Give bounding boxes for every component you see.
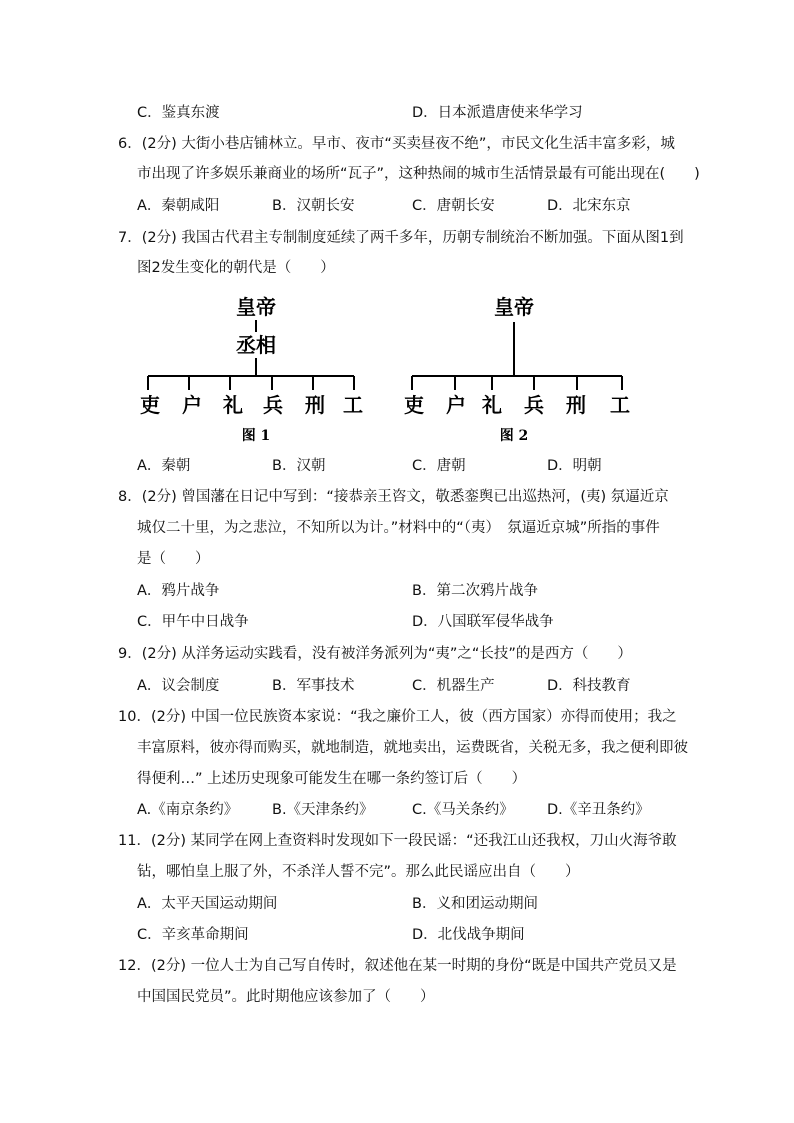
q8-option-a: A．鸦片战争: [137, 583, 220, 599]
q8-option-b: B．第二次鸦片战争: [412, 583, 538, 599]
q11-option-d: D．北伐战争期间: [412, 927, 525, 943]
diagram2-dept-li2: 礼: [482, 393, 502, 417]
q12-line-1: 12．(2分) 一位人士为自己写自传时，叙述他在某一时期的身份“既是中国共产党员又是: [118, 958, 677, 974]
q10-option-a: A.《南京条约》: [137, 802, 239, 818]
q10-line-1: 10．(2分) 中国一位民族资本家说：“我之廉价工人，彼（西方国家）亦得而使用；我之: [118, 709, 677, 725]
q6-line-2: 市出现了许多娱乐兼商业的场所“瓦子”，这种热闹的城市生活情景最有可能出现在( ): [137, 166, 700, 182]
diagram1-dept-bing: 兵: [263, 393, 283, 417]
diagram-1: [138, 288, 368, 448]
q7-option-b: B．汉朝: [272, 458, 326, 474]
q7-option-c: C．唐朝: [412, 458, 466, 474]
q5-option-d: D．日本派遣唐使来华学习: [412, 105, 583, 121]
diagram1-label: 图 1: [241, 428, 271, 444]
q10-line-3: 得便利…” 上述历史现象可能发生在哪一条约签订后（ ）: [137, 771, 527, 787]
diagram2-dept-hu: 户: [446, 393, 466, 417]
diagram2-label: 图 2: [499, 428, 529, 444]
diagram2-dept-xing: 刑: [566, 393, 586, 417]
q6-option-d: D．北宋东京: [547, 198, 631, 214]
q7-line-1: 7．(2分) 我国古代君主专制制度延续了两千多年，历朝专制统治不断加强。下面从图1到: [118, 230, 684, 246]
q10-option-b: B.《天津条约》: [272, 802, 374, 818]
q8-option-d: D．八国联军侵华战争: [412, 614, 554, 630]
q8-line-2: 城仅二十里，为之悲泣，不知所以为计。”材料中的“（夷） 氛逼近京城”所指的事件: [137, 520, 660, 536]
diagram1-dept-li2: 礼: [223, 393, 243, 417]
q7-option-d: D．明朝: [547, 458, 602, 474]
q6-line-1: 6．(2分) 大街小巷店铺林立。早市、夜市“买卖昼夜不绝”，市民文化生活丰富多彩，城: [118, 136, 675, 152]
q11-option-b: B．义和团运动期间: [412, 896, 538, 912]
q6-option-a: A．秦朝咸阳: [137, 198, 220, 214]
q10-line-2: 丰富原料，彼亦得而购买，就地制造，就地卖出，运费既省，关税无多，我之便利即彼: [137, 740, 688, 756]
q9-option-a: A．议会制度: [137, 678, 220, 694]
q9-option-b: B．军事技术: [272, 678, 355, 694]
q12-line-2: 中国国民党员”。此时期他应该参加了（ ）: [137, 989, 435, 1005]
diagram1-dept-xing: 刑: [305, 393, 325, 417]
diagram1-chancellor: 丞相: [236, 333, 276, 357]
q11-option-a: A．太平天国运动期间: [137, 896, 278, 912]
q9-option-c: C．机器生产: [412, 678, 495, 694]
q11-option-c: C．辛亥革命期间: [137, 927, 249, 943]
q7-line-2: 图2发生变化的朝代是（ ）: [137, 260, 335, 276]
q5-option-c: C．鉴真东渡: [137, 105, 220, 121]
diagram2-dept-li: 吏: [404, 393, 424, 417]
diagram1-dept-li: 吏: [140, 393, 160, 417]
diagram-2: [400, 288, 640, 448]
q6-option-c: C．唐朝长安: [412, 198, 495, 214]
q11-line-1: 11．(2分) 某同学在网上查资料时发现如下一段民谣：“还我江山还我权，刀山火海爷敢: [118, 833, 677, 849]
diagram2-dept-bing: 兵: [524, 393, 544, 417]
q10-option-d: D.《辛丑条约》: [547, 802, 650, 818]
diagram1-emperor: 皇帝: [236, 295, 276, 319]
q8-line-3: 是（ ）: [137, 551, 210, 567]
diagram1-dept-gong: 工: [343, 393, 363, 417]
diagram2-dept-gong: 工: [610, 393, 630, 417]
q7-option-a: A．秦朝: [137, 458, 191, 474]
q9-line-1: 9．(2分) 从洋务运动实践看，没有被洋务派列为“夷”之“长技”的是西方（ ）: [118, 646, 632, 662]
q11-line-2: 钻，哪怕皇上服了外，不杀洋人誓不完”。那么此民谣应出自（ ）: [137, 864, 580, 880]
diagram2-emperor: 皇帝: [494, 295, 534, 319]
q8-line-1: 8．(2分) 曾国藩在日记中写到：“接恭亲王咨文，敬悉銮舆已出巡热河，(夷) 氛逼近京: [118, 489, 669, 505]
q10-option-c: C.《马关条约》: [412, 802, 514, 818]
q9-option-d: D．科技教育: [547, 678, 631, 694]
diagram1-dept-hu: 户: [182, 393, 202, 417]
q8-option-c: C．甲午中日战争: [137, 614, 249, 630]
q6-option-b: B．汉朝长安: [272, 198, 355, 214]
